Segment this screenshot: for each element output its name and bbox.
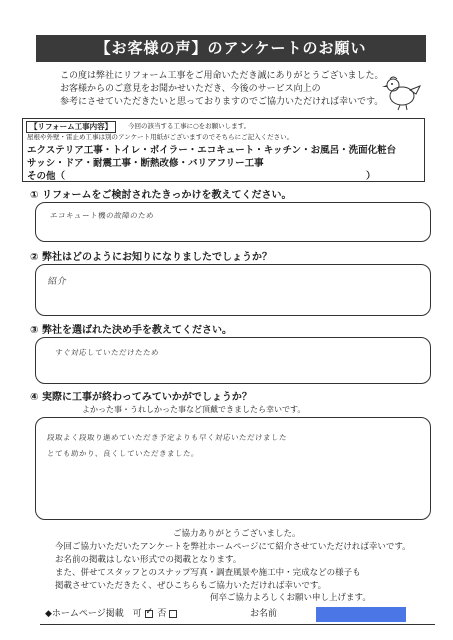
work-options-line-2[interactable]: サッシ・ドア・耐震工事・断熱改修・バリアフリー工事: [27, 158, 264, 169]
question-1-number: ①: [30, 190, 39, 201]
question-4-heading: [30, 391, 252, 404]
page-title: 【お客様の声】のアンケートのお願い: [36, 35, 426, 62]
consent-no-label: 否: [157, 609, 167, 619]
question-2-answer: 紹介: [47, 277, 68, 287]
work-other-label[interactable]: その他（: [27, 171, 66, 182]
question-1-answer: エコキュート機の故障のため: [49, 211, 155, 220]
question-1-heading: [30, 189, 291, 202]
question-3-answer-box[interactable]: [35, 337, 431, 384]
closing-line-2: お名前の掲載はしない形式での掲載となります。: [55, 555, 242, 565]
question-4-subtext: よかった事・うれしかった事など頂戴できましたら幸いです。: [82, 405, 306, 414]
question-2-answer-box[interactable]: [35, 264, 431, 316]
closing-line-1: 今回ご協力いただいたアンケートを弊社ホームページにて紹介させていただければ幸いです。: [55, 542, 411, 552]
question-3-text: 弊社を選ばれた決め手を教えてください。: [41, 325, 232, 336]
work-content-hint: 今回の該当する工事に○をお願いします。: [128, 122, 251, 130]
homepage-consent: [45, 609, 177, 620]
work-content-note: 屋根や外壁・雷止め工事は別のアンケート用紙がございますのでそちらにご記入ください。: [27, 133, 294, 141]
closing-line-3: また、併せてスタッフとのスナップ写真・調査風景や施工中・完成などの様子も: [55, 568, 361, 578]
question-4-answer-line-1: 段取よく段取り進めていただき予定よりも早く対応いただけました: [46, 433, 288, 442]
question-1-text: リフォームをご検討されたきっかけを教えてください。: [41, 190, 292, 201]
work-options-line-1[interactable]: エクステリア工事・トイレ・ボイラー・エコキュート・キッチン・お風呂・洗面化粧台: [27, 145, 397, 156]
consent-no-checkbox[interactable]: [169, 610, 177, 618]
question-3-answer: すぐ対応していただけたため: [54, 348, 160, 357]
question-3-number: ③: [30, 325, 39, 336]
question-2-number: ②: [30, 252, 39, 263]
footer-divider: [40, 624, 435, 625]
question-2-heading: [30, 251, 272, 264]
work-content-label: 【リフォーム工事内容】: [26, 121, 116, 133]
name-redacted-field: [316, 607, 406, 622]
bird-mascot-icon: [380, 70, 422, 112]
question-2-text: 弊社はどのようにお知りになりましたでしょうか？: [41, 252, 272, 263]
homepage-consent-label: ◆ホームページ掲載: [45, 609, 124, 619]
closing-line-4: 掲載させていただきたく、ぜひこちらもご協力いただければ幸いです。: [55, 581, 327, 591]
work-other-close: ）: [366, 171, 376, 182]
intro-line-2: お客様からのご意見をお聞かせいただき、今後のサービス向上の: [60, 84, 321, 94]
consent-yes-label: 可: [132, 609, 142, 619]
closing-line-5: 何卒ご協力よろしくお願い申し上げます。: [210, 593, 371, 603]
question-4-text: 実際に工事が終わってみていかがでしょうか？: [41, 392, 252, 403]
intro-line-3: 参考にさせていただきたいと思っておりますのでご協力いただければ幸いです。: [60, 97, 384, 107]
question-3-heading: [30, 324, 232, 337]
intro-line-1: この度は弊社にリフォーム工事をご用命いただき誠にありがとうございました。: [60, 71, 384, 81]
question-4-answer-line-2: とても助かり、良くしていただきました。: [46, 449, 200, 458]
question-4-number: ④: [30, 392, 39, 403]
name-label: お名前: [250, 609, 278, 619]
consent-yes-checkbox[interactable]: [145, 610, 153, 618]
question-1-answer-box[interactable]: [35, 202, 431, 242]
closing-thanks: ご協力ありがとうございました。: [173, 529, 301, 539]
